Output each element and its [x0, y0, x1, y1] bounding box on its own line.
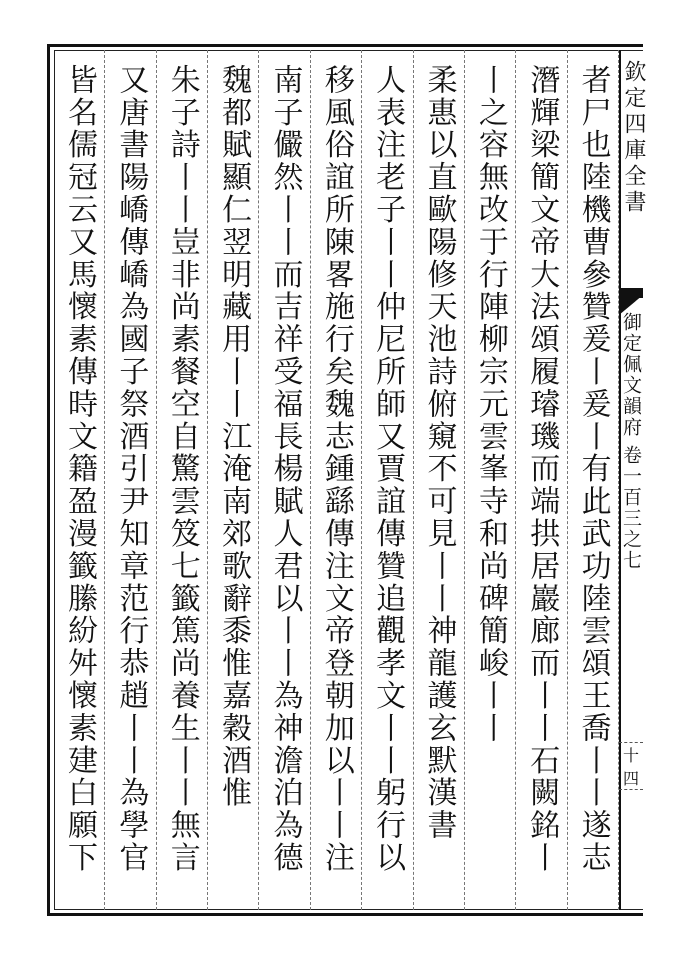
text-columns [54, 50, 619, 910]
column-text: 人表注老子丨丨仲尼所師又賈誼傳贊追觀孝文丨丨躬行以 [370, 64, 406, 874]
text-column [465, 50, 516, 910]
page-number: 十四 [619, 742, 643, 790]
text-column [516, 50, 567, 910]
column-text: 移風俗誼所陳畧施行矣魏志鍾繇傳注文帝登朝加以丨丨注 [318, 64, 354, 874]
column-text: 潛輝梁簡文帝大法頌履璿璣而端拱居巖廊而丨丨石闕銘丨 [524, 64, 560, 874]
column-text: 丨之容無改于行陣柳宗元雲峯寺和尚碑簡峻丨丨 [472, 64, 508, 745]
column-text: 朱子詩丨丨豈非尚素餐空自驚雲笈七籤篤尚養生丨丨無言 [164, 64, 200, 874]
column-text: 又唐書陽嶠傳嶠為國子祭酒引尹知章范行恭趙丨丨為學官 [113, 64, 149, 874]
column-text: 者尸也陸機曹參贊爰丨爰丨有此武功陸雲頌王喬丨丨遂志 [575, 64, 611, 874]
column-text: 柔惠以直歐陽修天池詩俯窺不可見丨丨神龍護玄默漢書 [421, 64, 457, 842]
text-column [54, 50, 105, 910]
text-column [105, 50, 156, 910]
text-column [414, 50, 465, 910]
text-column [259, 50, 310, 910]
text-column [208, 50, 259, 910]
column-text: 魏都賦顯仁翌明藏用丨丨江淹南郊歌辭黍惟嘉穀酒惟 [216, 64, 252, 810]
text-column [311, 50, 362, 910]
text-column [157, 50, 208, 910]
column-text: 南子儼然丨丨而吉祥受福長楊賦人君以丨丨為神澹泊為德 [267, 64, 303, 874]
book-title: 欽定四庫全書 [621, 60, 646, 216]
column-text: 皆名儒冠云又馬懷素傳時文籍盈漫籤縢紛舛懷素建白願下 [62, 64, 97, 874]
text-column [568, 50, 619, 910]
text-column [362, 50, 413, 910]
section-title: 御定佩文韻府 [620, 312, 642, 438]
volume-label: 卷一百三之七 [620, 445, 642, 571]
